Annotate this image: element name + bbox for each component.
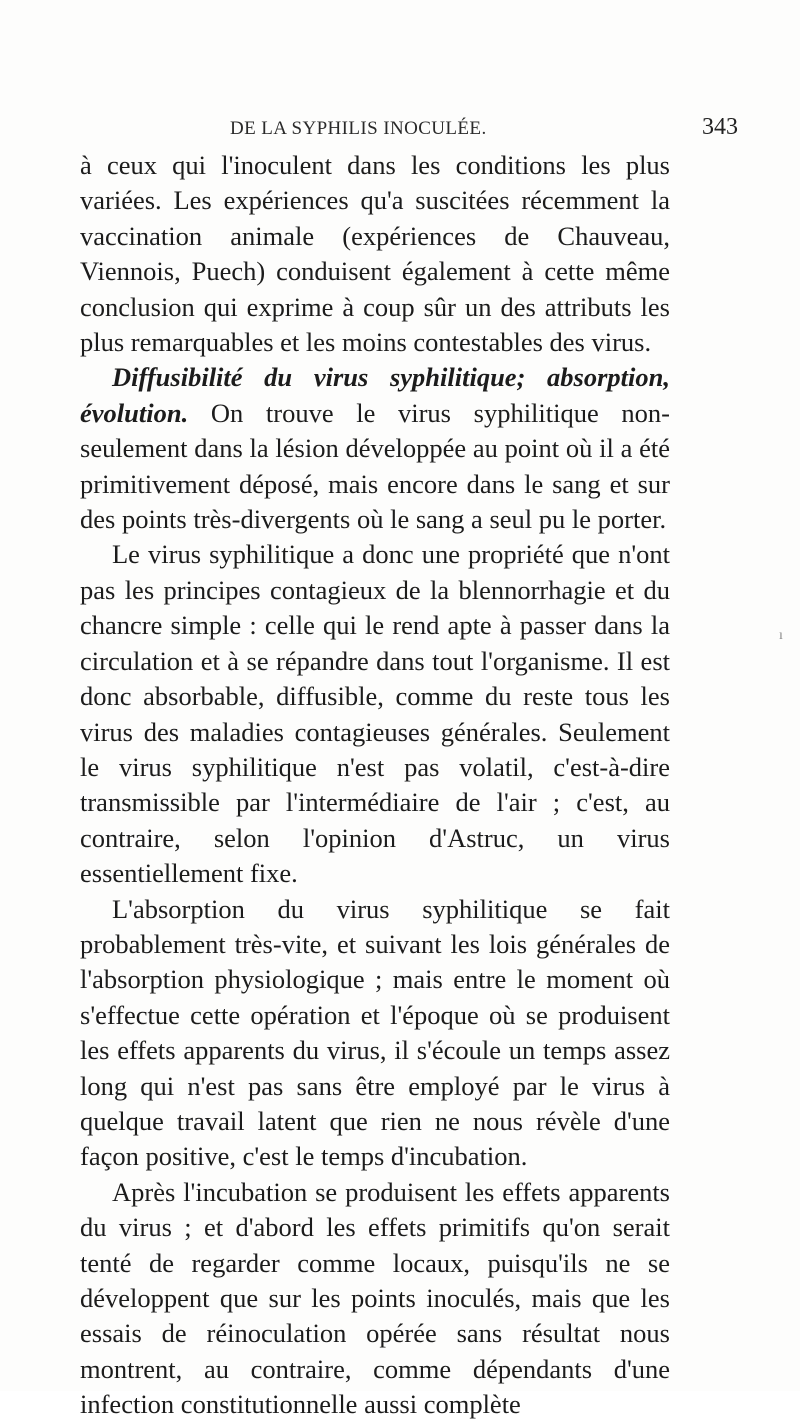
paragraph: L'absorption du virus syphilitique se fait probablement très-vite, et suivant les lois générales de l'absorption physiologique ; mais entre le moment où s'effectue cette opération et l'époque où se produisent les effets apparents du virus, il s'écoule un temps assez long qui n'est pas sans être employé par le virus à quelque travail latent que rien ne nous révèle d'une façon positive, c'est le temps d'incubation. [80, 893, 670, 1172]
paragraph [80, 360, 670, 537]
paragraph-text: On trouve le virus syphilitique non-seulement dans la lésion développée au point où il a été primitivement déposé, mais encore dans le sang et sur des points très-divergents où le sang a seul pu le porter. [80, 397, 670, 535]
page-number: 343 [702, 114, 738, 140]
section-subheading: Diffusibilité du virus syphilitique; absorption, évolution. [80, 362, 670, 428]
running-title: DE LA SYPHILIS INOCULÉE. [230, 118, 487, 139]
body-text [80, 148, 670, 1423]
margin-mark: ı [779, 628, 783, 643]
paragraph: à ceux qui l'inoculent dans les conditions les plus variées. Les expériences qu'a suscitées récemment la vaccination animale (expériences de Chauveau, Viennois, Puech) conduisent également à cette même conclusion qui exprime à coup sûr un des attributs les plus remarquables et les moins contestables des virus. [80, 150, 670, 358]
paragraph: Le virus syphilitique a donc une propriété que n'ont pas les principes contagieux de la blennorrhagie et du chancre simple : celle qui le rend apte à passer dans la circulation et à se répandre dans tout l'organisme. Il est donc absorbable, diffusible, comme du reste tous les virus des maladies contagieuses générales. Seulement le virus syphilitique n'est pas volatil, c'est-à-dire transmissible par l'intermédiaire de l'air ; c'est, au contraire, selon l'opinion d'Astruc, un virus essentiellement fixe. [80, 539, 670, 889]
paragraph: Après l'incubation se produisent les effets apparents du virus ; et d'abord les effets primitifs qu'on serait tenté de regarder comme locaux, puisqu'ils ne se développent que sur les points inoculés, mais que les essais de réinoculation opérée sans résultat nous montrent, au contraire, comme dépendants d'une infection constitutionnelle aussi complète [80, 1176, 670, 1420]
page-header [80, 114, 738, 148]
